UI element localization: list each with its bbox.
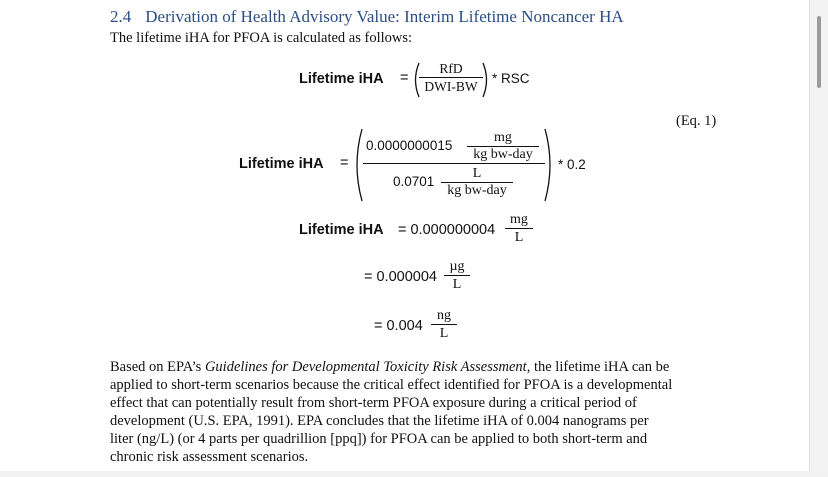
eq2-main-fraction-bar <box>363 163 545 164</box>
paragraph-line: liter (ng/L) (or 4 parts per quadrillion [ppq]) for PFOA can be applied to both short-term and <box>110 431 648 447</box>
section-heading <box>110 7 624 27</box>
paragraph-line: effect that can potentially result from short-term PFOA exposure during a critical period of <box>110 395 637 411</box>
eq2-bottom-unit <box>441 166 513 199</box>
eq2-top-value: 0.0000000015 <box>366 138 453 153</box>
eq5-unit-num: ng <box>437 308 451 323</box>
paragraph-line: development (U.S. EPA, 1991). EPA concludes that the lifetime iHA of 0.004 nanograms per <box>110 413 649 429</box>
guidelines-title: Guidelines for Developmental Toxicity Risk Assessment <box>204 359 527 375</box>
equation-number: (Eq. 1) <box>676 113 717 129</box>
bottom-edge <box>0 471 828 477</box>
vertical-scrollbar[interactable] <box>809 0 828 477</box>
eq2-bottom-value: 0.0701 <box>393 174 435 189</box>
section-number: 2.4 <box>110 7 132 26</box>
eq2-equals: = <box>340 155 349 171</box>
eq2-top-unit <box>467 130 539 163</box>
eq5-value: = 0.004 <box>374 318 423 334</box>
paragraph-line: chronic risk assessment scenarios. <box>110 449 309 465</box>
eq1-numerator: RfD <box>439 61 463 76</box>
paragraph-line: applied to short-term scenarios because the critical effect identified for PFOA is a developmental <box>110 377 673 393</box>
eq3-value: = 0.000000004 <box>398 222 496 238</box>
eq3-unit-num: mg <box>510 212 528 227</box>
eq1-lhs: Lifetime iHA <box>299 71 384 87</box>
section-title: Derivation of Health Advisory Value: Interim Lifetime Noncancer HA <box>145 7 624 26</box>
eq5-unit <box>431 307 457 342</box>
eq3-unit <box>505 211 533 246</box>
eq3-unit-den: L <box>505 228 533 246</box>
eq2-times-factor: * 0.2 <box>558 157 586 172</box>
intro-text: The lifetime iHA for PFOA is calculated as follows: <box>110 30 413 46</box>
eq4-unit-den: L <box>444 275 470 293</box>
eq3-lhs: Lifetime iHA <box>299 222 384 238</box>
eq1-right-paren <box>481 61 491 99</box>
scrollbar-thumb[interactable] <box>817 16 821 88</box>
paragraph-text: , the lifetime iHA can be <box>526 359 670 375</box>
eq2-top-unit-num: mg <box>494 130 512 145</box>
eq2-bottom-unit-num: L <box>472 166 482 181</box>
eq1-times-rsc: * RSC <box>492 71 530 86</box>
eq2-bottom-unit-den: kg bw-day <box>441 182 513 199</box>
eq1-denominator: DWI-BW <box>419 77 483 95</box>
eq2-right-paren <box>542 127 556 203</box>
eq4-unit-num: µg <box>449 259 465 274</box>
eq2-top-unit-den: kg bw-day <box>467 146 539 163</box>
eq1-fraction <box>419 60 483 95</box>
eq2-lhs: Lifetime iHA <box>239 156 324 172</box>
eq1-equals: = <box>400 70 409 86</box>
paragraph-text: Based on EPA’s <box>110 359 205 375</box>
body-paragraph <box>110 358 750 466</box>
eq4-unit <box>444 258 470 293</box>
eq2-left-paren <box>351 127 365 203</box>
eq5-unit-den: L <box>431 324 457 342</box>
paragraph-line <box>110 358 750 376</box>
eq4-value: = 0.000004 <box>364 269 437 285</box>
